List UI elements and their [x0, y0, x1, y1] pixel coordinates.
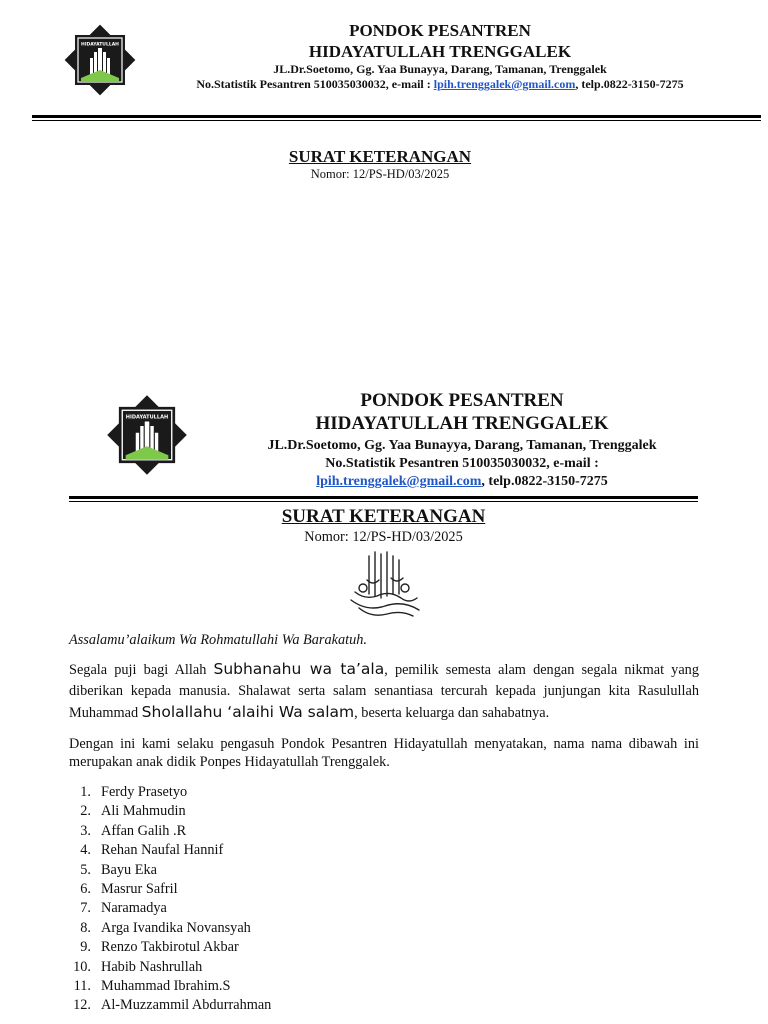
student-list: [45, 783, 271, 1016]
student-name: Affan Galih .R: [101, 822, 187, 839]
doc-number: Nomor: 12/PS-HD/03/2025: [304, 529, 463, 545]
list-item: [45, 938, 271, 957]
greeting-text: Assalamu’alaikum Wa Rohmatullahi Wa Barakatuh: [69, 632, 364, 648]
doc-title: SURAT KETERANGAN: [288, 147, 472, 166]
p1-part-c: , pemilik semesta alam dengan segala nikmat yang diberikan kepada manusia. Shalawat serta salam senantiasa tercurah kepada junjungan kita Rasulullah Muhammad: [69, 662, 699, 721]
header-rule-thick: [32, 115, 761, 118]
list-item: [45, 996, 271, 1015]
list-item: [45, 880, 271, 899]
student-name: Rehan Naufal Hannif: [101, 842, 224, 859]
stat-prefix: No.Statistik Pesantren 510035030032, e-mail :: [325, 456, 599, 471]
letterhead-text-top: [150, 20, 730, 92]
stat-prefix: No.Statistik Pesantren 510035030032, e-mail :: [196, 77, 434, 91]
doc-heading-main: [69, 505, 698, 546]
list-item: [45, 899, 271, 918]
header-rule-thin: [69, 501, 698, 502]
phone: , telp.0822-3150-7275: [575, 77, 684, 91]
list-item: [45, 977, 271, 996]
stat-contact-line: [150, 77, 730, 92]
student-name: Renzo Takbirotul Akbar: [101, 939, 239, 956]
statement-paragraph: Dengan ini kami selaku pengasuh Pondok Pesantren Hidayatullah menyatakan, nama nama dibawah ini merupakan anak didik Ponpes Hidayatullah Trenggalek.: [69, 736, 699, 770]
email-link[interactable]: lpih.trenggalek@gmail.com: [316, 474, 482, 489]
list-item: [45, 958, 271, 977]
doc-number: Nomor: 12/PS-HD/03/2025: [310, 167, 450, 181]
list-item-number: 2.: [80, 803, 91, 820]
list-item: [45, 822, 271, 841]
list-item-number: 6.: [80, 880, 91, 897]
doc-heading-top: [0, 147, 760, 182]
student-name: Masrur Safril: [101, 880, 178, 897]
p1-part-a: Segala puji bagi Allah: [69, 662, 214, 678]
p1-part-e: , beserta keluarga dan sahabatnya.: [354, 705, 550, 721]
student-name: Ali Mahmudin: [101, 803, 186, 820]
doc-title: SURAT KETERANGAN: [281, 506, 486, 527]
student-name: Muhammad Ibrahim.S: [101, 977, 231, 994]
list-item-number: 4.: [80, 842, 91, 859]
letterhead-text-main: [235, 389, 689, 491]
list-item: [45, 841, 271, 860]
list-item: [45, 783, 271, 802]
list-item-number: 11.: [73, 977, 91, 994]
header-rule-thin: [32, 120, 761, 121]
student-name: Al-Muzzammil Abdurrahman: [101, 997, 272, 1014]
student-name: Bayu Eka: [101, 861, 157, 878]
student-name: Ferdy Prasetyo: [101, 784, 188, 800]
student-name: Habib Nashrullah: [101, 958, 203, 975]
list-item-number: 1.: [80, 784, 91, 800]
institution-name-line1: PONDOK PESANTREN: [360, 390, 564, 411]
p1-salawat: Sholallahu ‘alaihi Wa salam: [141, 703, 355, 721]
list-item: [45, 802, 271, 821]
institution-name-line1: PONDOK PESANTREN: [349, 21, 531, 40]
opening-paragraph: [69, 659, 699, 724]
list-item-number: 7.: [80, 900, 91, 917]
student-name: Arga Ivandika Novansyah: [101, 919, 251, 936]
list-item-number: 12.: [73, 997, 91, 1014]
institution-name-line2: HIDAYATULLAH TRENGGALEK: [315, 413, 609, 434]
basmalah-calligraphy: [347, 550, 423, 622]
pesantren-logo: [61, 20, 139, 100]
header-rule-thick: [69, 496, 698, 499]
address: JL.Dr.Soetomo, Gg. Yaa Bunayya, Darang, Tamanan, Trenggalek: [273, 62, 607, 76]
logo-text: HIDAYATULLAH: [81, 42, 119, 48]
email-phone-line: [235, 473, 689, 491]
list-item-number: 8.: [80, 919, 91, 936]
greeting: Assalamu’alaikum Wa Rohmatullahi Wa Barakatuh.: [69, 632, 367, 648]
p1-praise: Subhanahu wa ta’ala: [213, 660, 385, 678]
list-item-number: 9.: [80, 939, 91, 956]
phone: , telp.0822-3150-7275: [481, 474, 608, 489]
logo-text: HIDAYATULLAH: [125, 414, 169, 421]
institution-name-line2: HIDAYATULLAH TRENGGALEK: [308, 42, 572, 61]
list-item-number: 3.: [80, 822, 91, 839]
list-item: [45, 919, 271, 938]
address: JL.Dr.Soetomo, Gg. Yaa Bunayya, Darang, Tamanan, Trenggalek: [267, 438, 657, 453]
list-item: [45, 861, 271, 880]
list-item-number: 10.: [73, 958, 91, 975]
pesantren-logo-large: [103, 390, 191, 480]
email-link[interactable]: lpih.trenggalek@gmail.com: [433, 77, 576, 91]
list-item-number: 5.: [80, 861, 91, 878]
student-name: Naramadya: [101, 900, 167, 917]
